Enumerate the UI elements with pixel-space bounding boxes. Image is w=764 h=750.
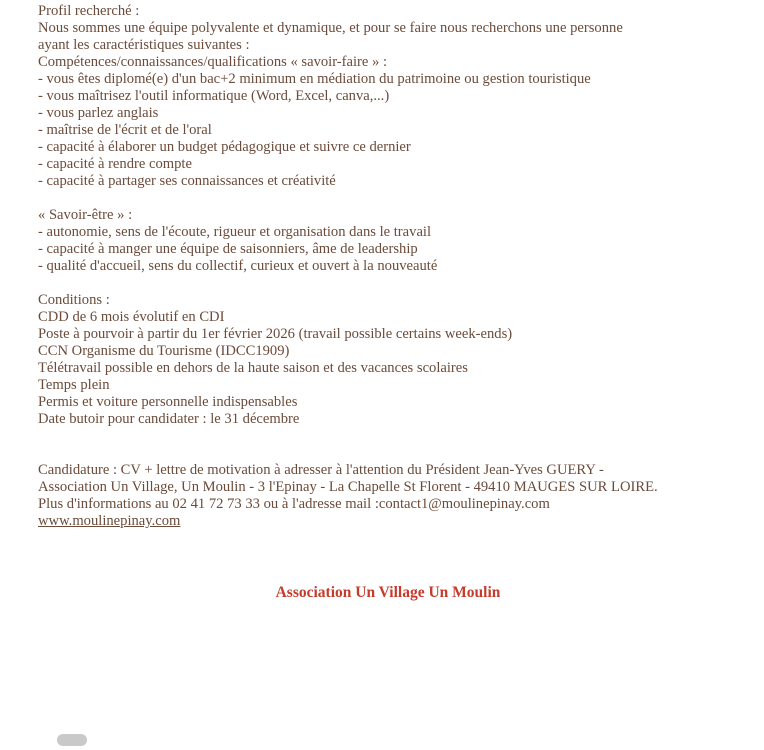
list-item: - qualité d'accueil, sens du collectif, curieux et ouvert à la nouveauté — [38, 258, 438, 274]
profil-intro — [38, 20, 738, 54]
association-title: Association Un Village Un Moulin — [275, 584, 501, 601]
text-line: Association Un Village, Un Moulin - 3 l'Epinay - La Chapelle St Florent - 49410 MAUGES SUR LOIRE. — [38, 479, 658, 495]
savoir-etre-list — [38, 224, 738, 275]
list-item: Temps plein — [38, 377, 110, 393]
list-item: - capacité à élaborer un budget pédagogique et suivre ce dernier — [38, 139, 411, 155]
conditions-heading: Conditions : — [38, 292, 110, 308]
blank-line — [38, 190, 738, 207]
list-item: Télétravail possible en dehors de la haute saison et des vacances scolaires — [38, 360, 468, 376]
horizontal-scrollbar-thumb[interactable] — [57, 734, 87, 746]
blank-line — [38, 445, 738, 462]
savoir-etre-heading: « Savoir-être » : — [38, 207, 133, 223]
document-body — [38, 3, 738, 601]
blank-line — [38, 428, 738, 445]
list-item: Poste à pourvoir à partir du 1er février 2026 (travail possible certains week-ends) — [38, 326, 513, 342]
text-line: ayant les caractéristiques suivantes : — [38, 37, 250, 53]
list-item: Date butoir pour candidater : le 31 décembre — [38, 411, 300, 427]
list-item: Permis et voiture personnelle indispensables — [38, 394, 298, 410]
horizontal-scrollbar-track[interactable] — [0, 733, 764, 747]
candidature-paragraph — [38, 462, 738, 513]
list-item: CDD de 6 mois évolutif en CDI — [38, 309, 225, 325]
list-item: - vous êtes diplomé(e) d'un bac+2 minimum en médiation du patrimoine ou gestion touristique — [38, 71, 591, 87]
text-line: Candidature : CV + lettre de motivation à adresser à l'attention du Président Jean-Yves GUERY - — [38, 462, 604, 478]
profil-section-heading: Profil recherché : — [38, 3, 140, 19]
list-item: - vous maîtrisez l'outil informatique (Word, Excel, canva,...) — [38, 88, 390, 104]
list-item: - capacité à manger une équipe de saisonniers, âme de leadership — [38, 241, 418, 257]
conditions-list — [38, 309, 738, 428]
list-item: - maîtrise de l'écrit et de l'oral — [38, 122, 212, 138]
list-item: - vous parlez anglais — [38, 105, 159, 121]
list-item: - capacité à partager ses connaissances et créativité — [38, 173, 336, 189]
savoir-faire-list — [38, 71, 738, 190]
list-item: CCN Organisme du Tourisme (IDCC1909) — [38, 343, 290, 359]
list-item: - autonomie, sens de l'écoute, rigueur et organisation dans le travail — [38, 224, 432, 240]
text-line: Plus d'informations au 02 41 72 73 33 ou à l'adresse mail :contact1@moulinepinay.com — [38, 496, 550, 512]
blank-line — [38, 275, 738, 292]
text-line: Nous sommes une équipe polyvalente et dynamique, et pour se faire nous recherchons une personne — [38, 20, 623, 36]
website-link[interactable]: www.moulinepinay.com — [38, 513, 181, 529]
list-item: - capacité à rendre compte — [38, 156, 192, 172]
savoir-faire-heading: Compétences/connaissances/qualifications « savoir-faire » : — [38, 54, 388, 70]
